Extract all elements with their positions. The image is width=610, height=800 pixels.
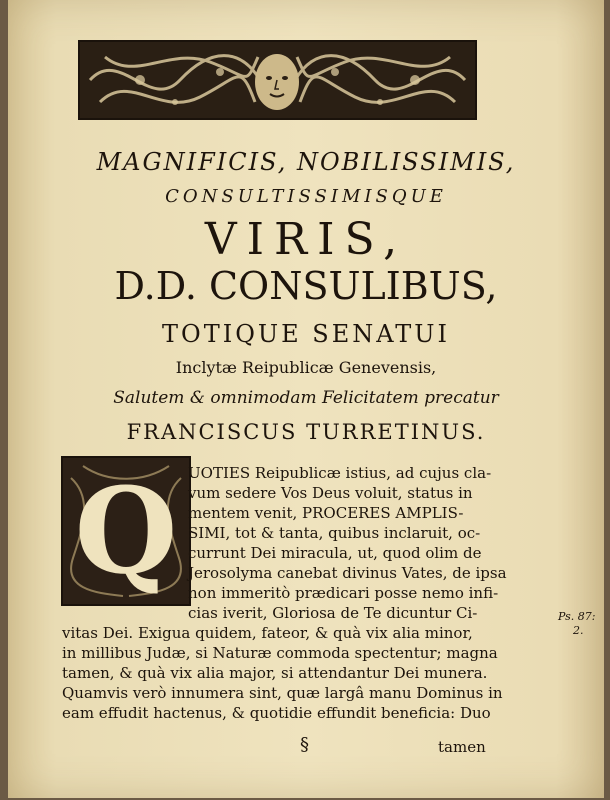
signature-mark: § [300,734,309,755]
text-line: Jerosolyma canebat divinus Vates, de ipsa [188,564,507,582]
book-page [8,0,604,798]
margin-note: Ps. 87: [558,610,596,623]
dedication-line-7: Salutem & omnimodam Felicitatem precatur [113,388,499,408]
catchword: tamen [438,738,486,756]
text-line: tamen, & quà vix alia major, si attendantur Dei munera. [62,664,488,682]
text-line: vum sedere Vos Deus voluit, status in [188,484,473,502]
text-line: Quamvis verò innumera sint, quæ largâ manu Dominus in [62,684,503,702]
text-line: cias iverit, Gloriosa de Te dicuntur Ci- [188,604,478,622]
dedication-line-2: CONSULTISSIMISQUE [165,186,447,207]
text-line: currunt Dei miracula, ut, quod olim de [188,544,482,562]
decorated-initial [61,456,191,606]
author-name: FRANCISCUS TURRETINUS. [126,420,486,444]
initial-letter: Q [74,461,178,600]
text-line: vitas Dei. Exigua quidem, fateor, & quà vix alia minor, [62,624,473,642]
text-line: in millibus Judæ, si Naturæ commoda spectentur; magna [62,644,498,662]
dedication-line-1: MAGNIFICIS, NOBILISSIMIS, [96,148,516,176]
dedication-line-3: VIRIS, [204,214,408,265]
dedication-line-5: TOTIQUE SENATUI [162,320,450,348]
text-line: mentem venit, PROCERES AMPLIS- [188,504,464,522]
margin-note-verse: 2. [573,624,584,637]
text-line: UOTIES Reipublicæ istius, ad cujus cla- [188,464,492,482]
text-line: eam effudit hactenus, & quotidie effundit beneficia: Duo [62,704,491,722]
text-line: SIMI, tot & tanta, quibus inclaruit, oc- [188,524,481,542]
text-line: non immeritò prædicari posse nemo infi- [188,584,499,602]
dedication-line-6: Inclytæ Reipublicæ Genevensis, [175,358,437,377]
headpiece-ornament-icon [80,42,475,118]
dedication-line-4: D.D. CONSULIBUS, [114,264,498,308]
ornamental-headpiece [78,40,477,120]
